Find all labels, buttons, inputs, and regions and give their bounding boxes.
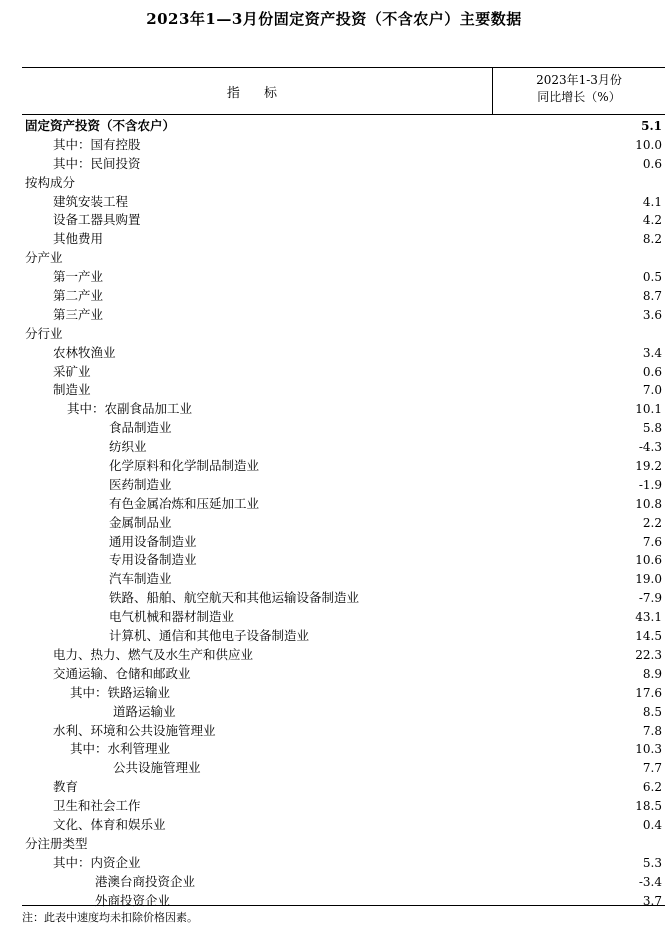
row-value: 14.5 (635, 629, 662, 644)
table-row (22, 816, 665, 835)
table-row (22, 778, 665, 797)
row-label: 化学原料和化学制品制造业 (109, 458, 260, 474)
table-row (22, 136, 665, 155)
row-label: 专用设备制造业 (109, 552, 197, 568)
row-label: 其他费用 (53, 231, 104, 247)
row-label: 汽车制造业 (109, 571, 172, 587)
table-row (22, 665, 665, 684)
row-value: 17.6 (635, 685, 662, 700)
row-label: 电力、热力、燃气及水生产和供应业 (53, 646, 254, 662)
row-label: 有色金属冶炼和压延加工业 (109, 495, 260, 511)
table-row (22, 533, 665, 552)
row-value: 3.6 (642, 307, 662, 322)
row-label: 第二产业 (53, 288, 104, 304)
period-label: 2023年1-3月份 (536, 73, 622, 87)
table-row (22, 249, 665, 268)
table-row (22, 873, 665, 892)
row-value: 5.1 (641, 119, 662, 133)
row-label: 文化、体育和娱乐业 (53, 816, 166, 832)
table-row (22, 211, 665, 230)
row-label: 道路运输业 (113, 703, 176, 719)
table-row (22, 570, 665, 589)
table-header (22, 68, 665, 115)
row-value: 4.2 (642, 213, 662, 228)
table-row (22, 892, 665, 911)
row-label: 其中：民间投资 (53, 155, 141, 171)
table-row (22, 457, 665, 476)
table-row (22, 363, 665, 382)
row-label: 建筑安装工程 (53, 193, 129, 209)
row-label: 通用设备制造业 (109, 533, 197, 549)
row-value: 19.0 (635, 572, 662, 587)
row-label: 金属制品业 (109, 514, 172, 530)
row-value: -3.4 (638, 874, 662, 889)
table-row (22, 325, 665, 344)
row-label: 分注册类型 (25, 835, 88, 851)
row-value: 10.8 (635, 496, 662, 511)
row-label: 其中：铁路运输业 (70, 684, 171, 700)
table-row (22, 646, 665, 665)
table-title: 2023年1—3月份固定资产投资（不含农户）主要数据 (146, 10, 522, 28)
row-label: 其中：农副食品加工业 (67, 401, 193, 417)
row-label: 教育 (53, 779, 79, 795)
row-value: 10.0 (635, 137, 662, 152)
table-row (22, 306, 665, 325)
row-label: 公共设施管理业 (113, 760, 201, 776)
row-value: 6.2 (642, 780, 662, 795)
table-row (22, 495, 665, 514)
table-row (22, 797, 665, 816)
table-row (22, 759, 665, 778)
row-label: 第三产业 (53, 306, 104, 322)
table-body (22, 115, 665, 910)
row-label: 制造业 (53, 382, 91, 398)
row-value: -1.9 (638, 477, 662, 492)
row-label: 农林牧渔业 (53, 344, 116, 360)
row-label: 交通运输、仓储和邮政业 (53, 665, 191, 681)
row-label: 铁路、船舶、航空航天和其他运输设备制造业 (109, 590, 360, 606)
row-label: 其中：水利管理业 (70, 741, 171, 757)
row-value: 8.7 (642, 289, 662, 304)
table-row (22, 722, 665, 741)
row-label: 其中：国有控股 (53, 136, 141, 152)
table-row (22, 419, 665, 438)
table-row (22, 268, 665, 287)
indicator-header: 指 标 (226, 85, 288, 101)
row-value: 10.3 (635, 742, 662, 757)
row-value: 5.3 (642, 855, 662, 870)
table-row (22, 155, 665, 174)
row-value: -4.3 (638, 440, 662, 455)
table-bottom-rule (22, 905, 665, 906)
table-row (22, 174, 665, 193)
table-row (22, 703, 665, 722)
growth-header (493, 72, 665, 106)
table-row (22, 193, 665, 212)
row-value: 22.3 (635, 647, 662, 662)
row-value: 8.2 (642, 232, 662, 247)
table-row (22, 381, 665, 400)
row-label: 分行业 (25, 325, 63, 341)
table-row (22, 117, 665, 136)
table-row (22, 287, 665, 306)
row-value: 7.6 (642, 534, 662, 549)
table-row (22, 551, 665, 570)
row-value: 19.2 (635, 459, 662, 474)
row-value: 8.5 (642, 704, 662, 719)
table-row (22, 627, 665, 646)
row-value: 7.0 (642, 383, 662, 398)
row-label: 纺织业 (109, 439, 147, 455)
row-label: 电气机械和器材制造业 (109, 609, 235, 625)
row-value: 18.5 (635, 799, 662, 814)
row-value: 0.4 (642, 817, 662, 832)
row-value: 10.6 (635, 553, 662, 568)
row-label: 其中：内资企业 (53, 854, 141, 870)
row-label: 食品制造业 (109, 420, 172, 436)
row-value: 10.1 (635, 402, 662, 417)
table-row (22, 740, 665, 759)
row-value: 7.8 (642, 723, 662, 738)
row-label: 第一产业 (53, 269, 104, 285)
row-label: 设备工器具购置 (53, 212, 141, 228)
table-row (22, 854, 665, 873)
table-row (22, 400, 665, 419)
table-row (22, 476, 665, 495)
table-row (22, 608, 665, 627)
table-row (22, 344, 665, 363)
row-label: 外商投资企业 (95, 892, 171, 908)
table-row (22, 835, 665, 854)
row-label: 卫生和社会工作 (53, 798, 141, 814)
footnote: 注：此表中速度均未扣除价格因素。 (22, 911, 198, 924)
row-label: 分产业 (25, 250, 63, 266)
row-value: 8.9 (642, 666, 662, 681)
row-label: 计算机、通信和其他电子设备制造业 (109, 628, 310, 644)
row-label: 固定资产投资（不含农户） (25, 118, 176, 133)
row-value: 7.7 (642, 761, 662, 776)
table-row (22, 514, 665, 533)
row-label: 采矿业 (53, 363, 91, 379)
row-value: 3.4 (642, 345, 662, 360)
row-value: 43.1 (635, 610, 662, 625)
row-value: 0.6 (642, 156, 662, 171)
row-label: 水利、环境和公共设施管理业 (53, 722, 216, 738)
table-row (22, 684, 665, 703)
table-row (22, 230, 665, 249)
row-value: 2.2 (642, 515, 662, 530)
row-value: 0.5 (642, 270, 662, 285)
row-value: -7.9 (638, 591, 662, 606)
row-label: 按构成分 (25, 174, 76, 190)
row-label: 港澳台商投资企业 (95, 873, 196, 889)
table-row (22, 438, 665, 457)
row-value: 5.8 (642, 421, 662, 436)
row-value: 4.1 (642, 194, 662, 209)
row-value: 0.6 (642, 364, 662, 379)
row-value: 3.7 (642, 893, 662, 908)
growth-label: 同比增长（%） (537, 90, 621, 104)
data-table (22, 67, 665, 910)
row-label: 医药制造业 (109, 476, 172, 492)
table-row (22, 589, 665, 608)
